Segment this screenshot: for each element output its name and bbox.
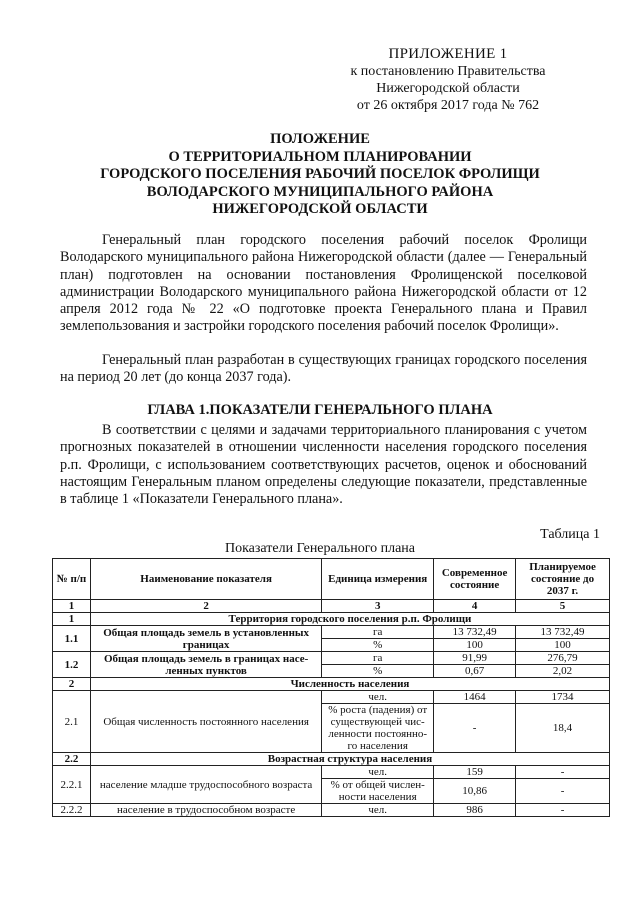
appendix-line: Нижегородской области xyxy=(376,81,520,96)
table-number: Таблица 1 xyxy=(540,527,600,542)
unit-cell: чел. xyxy=(322,766,434,779)
appendix-date: от 26 октября 2017 года № 762 xyxy=(356,98,540,113)
header-cell: Современное состояние xyxy=(434,559,516,600)
table-section-row xyxy=(53,753,610,766)
section-title: Территория городского поселения р.п. Фролищи xyxy=(90,613,609,626)
section-title: Возрастная структура населения xyxy=(90,753,609,766)
row-num: 2.2.1 xyxy=(53,766,91,804)
current-cell: 986 xyxy=(434,804,516,817)
current-cell: 13 732,49 xyxy=(434,626,516,639)
header-cell: Планируемое состояние до 2037 г. xyxy=(516,559,610,600)
row-name: Общая численность постоянного населения xyxy=(90,691,321,753)
table-row xyxy=(53,804,610,817)
header-cell: Наименование показателя xyxy=(90,559,321,600)
indicators-table xyxy=(52,558,610,817)
table-section-row xyxy=(53,613,610,626)
planned-cell: 2,02 xyxy=(516,665,610,678)
current-cell: 159 xyxy=(434,766,516,779)
appendix-title: ПРИЛОЖЕНИЕ 1 xyxy=(388,46,508,62)
current-cell: - xyxy=(434,704,516,753)
planned-cell: 13 732,49 xyxy=(516,626,610,639)
colnum-cell: 1 xyxy=(53,600,91,613)
planned-cell: - xyxy=(516,766,610,779)
appendix-block xyxy=(318,46,578,114)
section-title: Численность населения xyxy=(90,678,609,691)
section-num: 2 xyxy=(53,678,91,691)
row-num: 1.2 xyxy=(53,652,91,678)
planned-cell: 276,79 xyxy=(516,652,610,665)
title-line: ГОРОДСКОГО ПОСЕЛЕНИЯ РАБОЧИЙ ПОСЕЛОК ФРОЛИЩИ xyxy=(100,166,540,182)
unit-cell: % xyxy=(322,665,434,678)
unit-cell: чел. xyxy=(322,804,434,817)
table-row xyxy=(53,691,610,704)
colnum-cell: 4 xyxy=(434,600,516,613)
header-cell: Единица измерения xyxy=(322,559,434,600)
title-line: НИЖЕГОРОДСКОЙ ОБЛАСТИ xyxy=(212,201,428,217)
row-num: 1.1 xyxy=(53,626,91,652)
table-row xyxy=(53,626,610,639)
planned-cell: 18,4 xyxy=(516,704,610,753)
unit-cell: га xyxy=(322,626,434,639)
row-name: Общая площадь земель в установленных границах xyxy=(90,626,321,652)
unit-cell: % роста (падения) от существующей чис-ленности постоянно-го населения xyxy=(322,704,434,753)
table-section-row xyxy=(53,678,610,691)
current-cell: 1464 xyxy=(434,691,516,704)
paragraph-indicators: В соответствии с целями и задачами территориального планирования с учетом прогнозных показателей в отношении численности населения городского поселения р.п. Фролищи, с использованием соответствующих расчетов, оценок и обоснований настоящим Генеральным планом определены следующие показатели, представленные в таблице 1 «Показатели Генерального плана». xyxy=(60,422,587,508)
header-cell: № п/п xyxy=(53,559,91,600)
table-column-numbers-row xyxy=(53,600,610,613)
section-num: 1 xyxy=(53,613,91,626)
paragraph-period: Генеральный план разработан в существующих границах городского поселения на период 20 лет (до конца 2037 года). xyxy=(60,352,587,386)
colnum-cell: 2 xyxy=(90,600,321,613)
current-cell: 100 xyxy=(434,639,516,652)
paragraph-intro: Генеральный план городского поселения рабочий поселок Фролищи Володарского муниципального района Нижегородской области (далее — Генеральный план) подготовлен на основании постановления Фролищенской поселковой администрации Володарского муниципального района Нижегородской области от 12 апреля 2012 года № 22 «О подготовке проекта Генерального плана и Правил землепользования и застройки городского поселения рабочий поселок Фролищи». xyxy=(60,232,587,335)
title-line: О ТЕРРИТОРИАЛЬНОМ ПЛАНИРОВАНИИ xyxy=(168,148,472,165)
table-caption: Показатели Генерального плана xyxy=(224,541,416,556)
current-cell: 10,86 xyxy=(434,779,516,804)
planned-cell: 100 xyxy=(516,639,610,652)
table-row xyxy=(53,652,610,665)
row-name: население младше трудоспособного возраста xyxy=(90,766,321,804)
planned-cell: - xyxy=(516,779,610,804)
row-name: население в трудоспособном возрасте xyxy=(90,804,321,817)
unit-cell: % xyxy=(322,639,434,652)
document-title xyxy=(0,131,640,219)
row-name: Общая площадь земель в границах насе-ленных пунктов xyxy=(90,652,321,678)
planned-cell: - xyxy=(516,804,610,817)
table-header-row xyxy=(53,559,610,600)
colnum-cell: 3 xyxy=(322,600,434,613)
unit-cell: чел. xyxy=(322,691,434,704)
unit-cell: % от общей числен-ности населения xyxy=(322,779,434,804)
current-cell: 0,67 xyxy=(434,665,516,678)
title-line: ВОЛОДАРСКОГО МУНИЦИПАЛЬНОГО РАЙОНА xyxy=(146,183,494,200)
colnum-cell: 5 xyxy=(516,600,610,613)
row-num: 2.1 xyxy=(53,691,91,753)
section-num: 2.2 xyxy=(53,753,91,766)
title-line: ПОЛОЖЕНИЕ xyxy=(270,131,370,147)
chapter-title: ГЛАВА 1.ПОКАЗАТЕЛИ ГЕНЕРАЛЬНОГО ПЛАНА xyxy=(147,402,493,418)
planned-cell: 1734 xyxy=(516,691,610,704)
unit-cell: га xyxy=(322,652,434,665)
appendix-line: к постановлению Правительства xyxy=(350,64,546,79)
table-row xyxy=(53,766,610,779)
row-num: 2.2.2 xyxy=(53,804,91,817)
current-cell: 91,99 xyxy=(434,652,516,665)
